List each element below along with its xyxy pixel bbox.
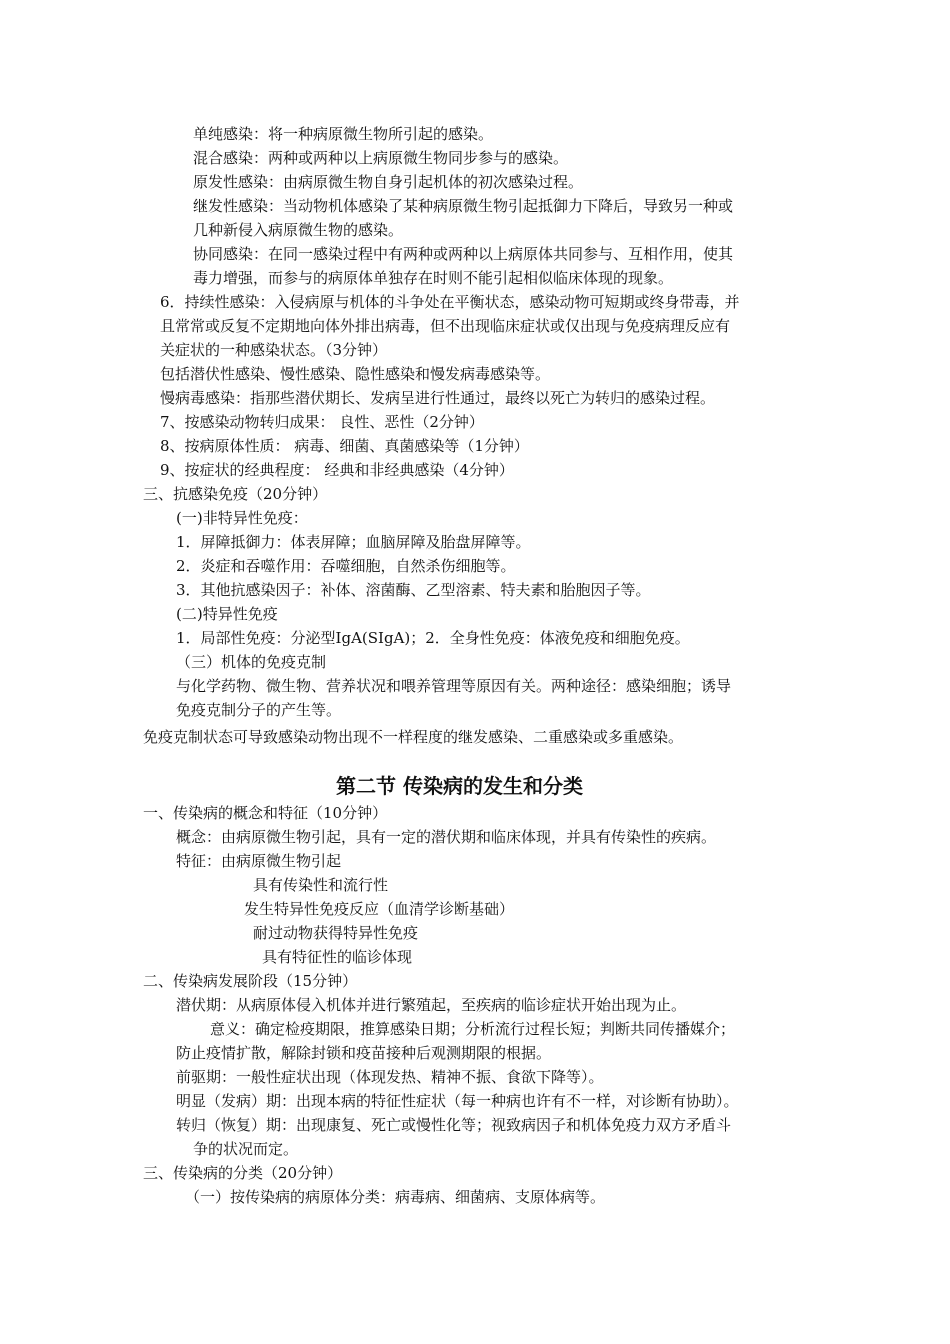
persistent-infection-line-1: 6．持续性感染：入侵病原与机体的斗争处在平衡状态，感染动物可短期或终身带毒，并 — [160, 293, 740, 311]
single-infection-line: 单纯感染：将一种病原微生物所引起的感染。 — [193, 125, 494, 143]
classification-title: 三、传染病的分类（20分钟） — [143, 1164, 343, 1182]
feature-line-3: 发生特异性免疫反应（血清学诊断基础） — [244, 900, 515, 918]
mixed-infection-line: 混合感染：两种或两种以上病原微生物同步参与的感染。 — [193, 149, 569, 167]
feature-line-5: 具有特征性的临诊体现 — [262, 948, 413, 966]
persistent-infection-line-3: 关症状的一种感染状态。（3分钟） — [160, 341, 388, 359]
persistent-infection-line-2: 且常常或反复不定期地向体外排出病毒，但不出现临床症状或仅出现与免疫病理反应有 — [160, 317, 731, 335]
synergistic-infection-line-2: 毒力增强，而参与的病原体单独存在时则不能引起相似临床体现的现象。 — [193, 269, 674, 287]
nonspecific-item-3: 3．其他抗感染因子：补体、溶菌酶、乙型溶素、特夫素和胎胞因子等。 — [176, 581, 651, 599]
concept-features-title: 一、传染病的概念和特征（10分钟） — [143, 804, 388, 822]
synergistic-infection-line-1: 协同感染：在同一感染过程中有两种或两种以上病原体共同参与、互相作用，使其 — [193, 245, 734, 263]
significance-line-2: 防止疫情扩散，解除封锁和疫苗接种后观测期限的根据。 — [176, 1044, 552, 1062]
immune-suppression-line-1: 与化学药物、微生物、营养状况和喂养管理等原因有关。两种途径：感染细胞；诱导 — [176, 677, 732, 695]
item-8-line: 8、按病原体性质： 病毒、细菌、真菌感染等（1分钟） — [160, 437, 529, 455]
immune-suppression-line-3: 免疫克制状态可导致感染动物出现不一样程度的继发感染、二重感染或多重感染。 — [143, 728, 684, 746]
nonspecific-item-2: 2．炎症和吞噬作用：吞噬细胞，自然杀伤细胞等。 — [176, 557, 516, 575]
nonspecific-immunity-title: (一)非特异性免疫： — [176, 509, 308, 527]
immune-suppression-title: （三）机体的免疫克制 — [176, 653, 327, 671]
nonspecific-item-1: 1．屏障抵御力：体表屏障；血脑屏障及胎盘屏障等。 — [176, 533, 531, 551]
item-9-line: 9、按症状的经典程度： 经典和非经典感染（4分钟） — [160, 461, 514, 479]
persistent-infection-line-4: 包括潜伏性感染、慢性感染、隐性感染和慢发病毒感染等。 — [160, 365, 551, 383]
stages-title: 二、传染病发展阶段（15分钟） — [143, 972, 358, 990]
feature-line-2: 具有传染性和流行性 — [253, 876, 389, 894]
concept-line: 概念：由病原微生物引起，具有一定的潜伏期和临床体现，并具有传染性的疾病。 — [176, 828, 717, 846]
classification-line-1: （一）按传染病的病原体分类：病毒病、细菌病、支原体病等。 — [185, 1188, 606, 1206]
slow-virus-infection-line: 慢病毒感染：指那些潜伏期长、发病呈进行性通过，最终以死亡为转归的感染过程。 — [160, 389, 716, 407]
significance-line-1: 意义：确定检疫期限，推算感染日期；分析流行过程长短；判断共同传播媒介； — [210, 1020, 736, 1038]
outcome-line-2: 争的状况而定。 — [193, 1140, 299, 1158]
outcome-line-1: 转归（恢复）期：出现康复、死亡或慢性化等；视致病因子和机体免疫力双方矛盾斗 — [176, 1116, 732, 1134]
primary-infection-line: 原发性感染：由病原微生物自身引起机体的初次感染过程。 — [193, 173, 584, 191]
specific-immunity-line: 1．局部性免疫：分泌型IgA(SIgA)；2．全身性免疫：体液免疫和细胞免疫。 — [176, 629, 690, 647]
secondary-infection-line-2: 几种新侵入病原微生物的感染。 — [193, 221, 404, 239]
immune-suppression-line-2: 免疫克制分子的产生等。 — [176, 701, 342, 719]
feature-line-1: 特征：由病原微生物引起 — [176, 852, 342, 870]
anti-infection-title: 三、抗感染免疫（20分钟） — [143, 485, 328, 503]
specific-immunity-title: (二)特异性免疫 — [176, 605, 278, 623]
incubation-line: 潜伏期：从病原体侵入机体并进行繁殖起，至疾病的临诊症状开始出现为止。 — [176, 996, 687, 1014]
prodromal-line: 前驱期：一般性症状出现（体现发热、精神不振、食欲下降等）。 — [176, 1068, 604, 1086]
secondary-infection-line-1: 继发性感染：当动物机体感染了某种病原微生物引起抵御力下降后，导致另一种或 — [193, 197, 734, 215]
feature-line-4: 耐过动物获得特异性免疫 — [253, 924, 419, 942]
obvious-stage-line: 明显（发病）期：出现本病的特征性症状（每一种病也许有不一样，对诊断有协助）。 — [176, 1092, 739, 1110]
item-7-line: 7、按感染动物转归成果： 良性、恶性（2分钟） — [160, 413, 484, 431]
section-heading: 第二节 传染病的发生和分类 — [336, 774, 583, 798]
